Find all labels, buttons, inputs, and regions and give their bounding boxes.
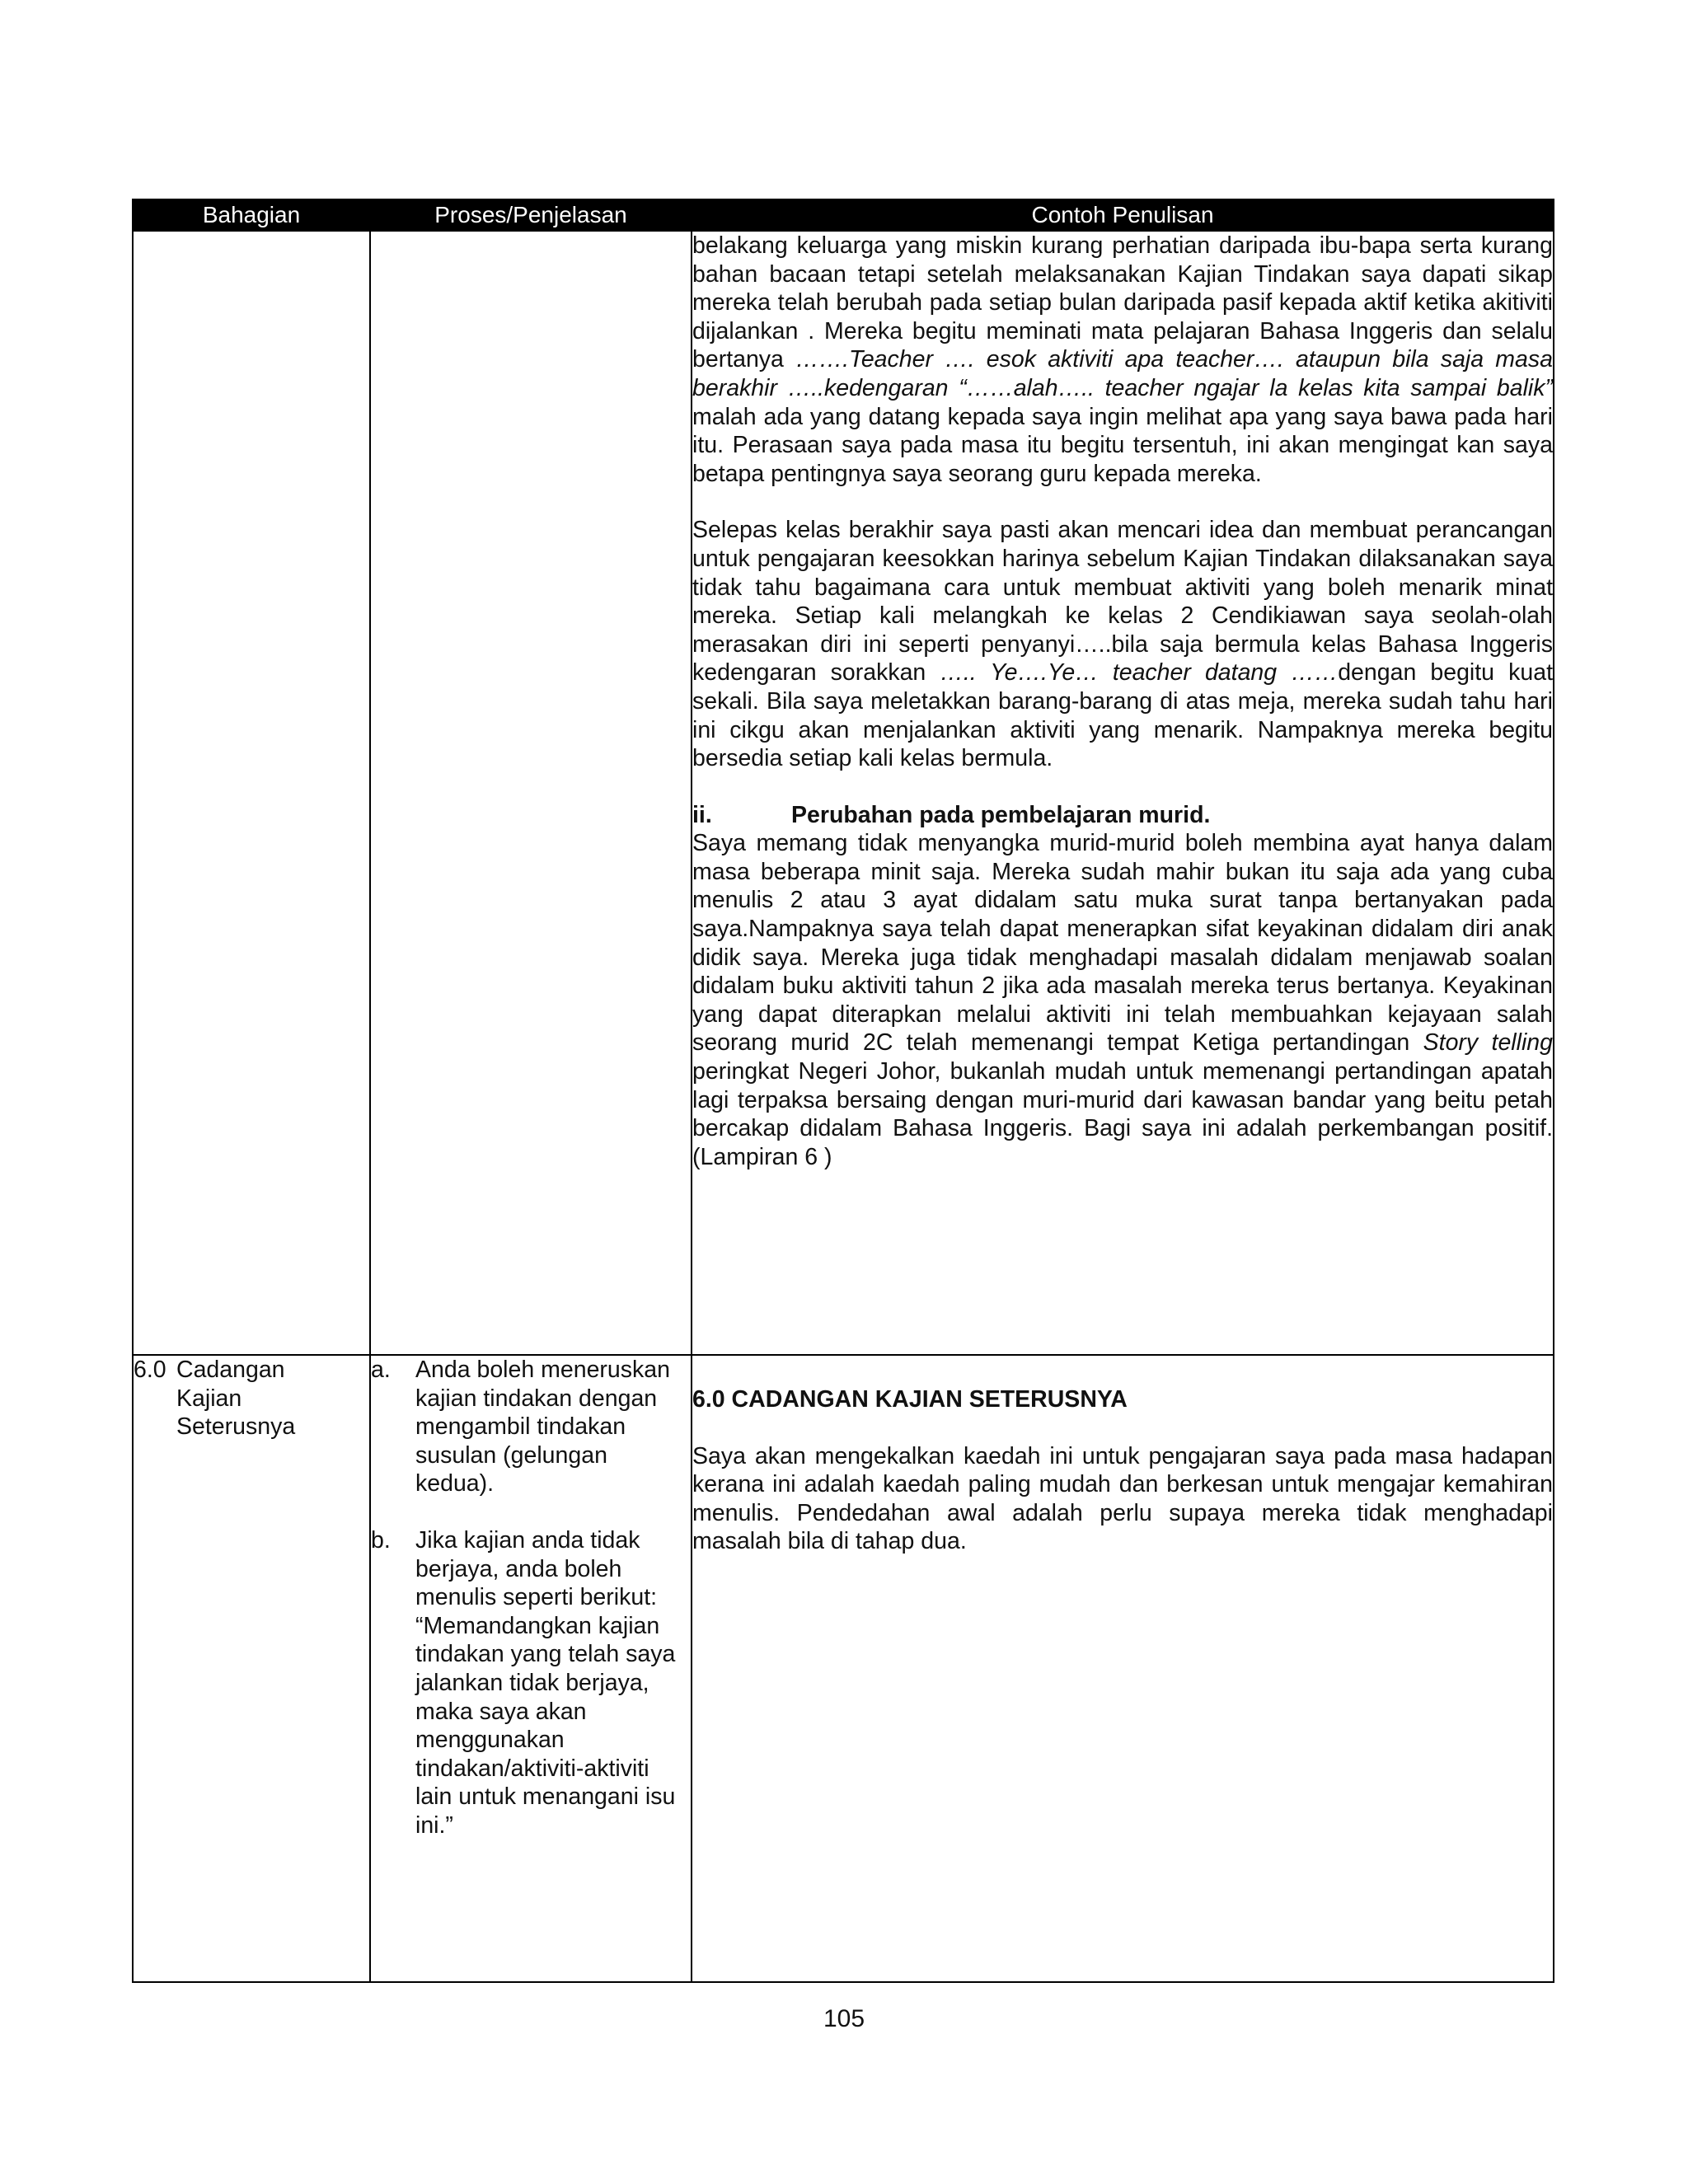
section-heading: 6.0 CADANGAN KAJIAN SETERUSNYA — [692, 1386, 1128, 1413]
header-contoh: Contoh Penulisan — [692, 199, 1554, 231]
cell-bahagian-empty — [133, 231, 370, 1355]
table-row — [133, 1355, 1554, 1982]
paragraph: belakang keluarga yang miskin kurang perhatian daripada ibu-bapa serta kurang bahan bacaan tetapi setelah melaksanakan Kajian Tindakan saya dapati sikap mereka telah berubah pada setiap bulan daripada pasif kepada aktif ketika akitiviti dijalankan . Mereka begitu meminati mata pelajaran Bahasa Inggeris dan selalu bertanya …….Teacher …. esok aktiviti apa teacher…. ataupun bila saja masa berakhir …..kedengaran “……alah….. teacher ngajar la kelas kita sampai balik” malah ada yang datang kepada saya ingin melihat apa yang saya bawa pada hari itu. Perasaan saya pada masa itu begitu tersentuh, ini akan mengingat kan saya betapa pentingnya saya seorang guru kepada mereka. — [692, 232, 1553, 487]
cell-bahagian — [133, 1355, 370, 1982]
paragraph: Selepas kelas berakhir saya pasti akan mencari idea dan membuat perancangan untuk pengajaran keesokkan harinya sebelum Kajian Tindakan dilaksanakan saya tidak tahu bagaimana cara untuk membuat aktiviti yang boleh menarik minat mereka. Setiap kali melangkah ke kelas 2 Cendikiawan saya seolah-olah merasakan diri ini seperti penyanyi…..bila saja bermula kelas Bahasa Inggeris kedengaran sorakkan ….. Ye….Ye… teacher datang ……dengan begitu kuat sekali. Bila saya meletakkan barang-barang di atas meja, mereka sudah tahu hari ini cikgu akan menjalankan aktiviti yang menarik. Nampaknya mereka begitu bersedia setiap kali kelas bermula. — [692, 517, 1553, 772]
table-row — [133, 231, 1554, 1355]
paragraph: Saya akan mengekalkan kaedah ini untuk pengajaran saya pada masa hadapan kerana ini adalah kaedah paling mudah dan berkesan untuk mengajar kemahiran menulis. Pendedahan awal adalah perlu supaya mereka tidak menghadapi masalah bila di tahap dua. — [692, 1442, 1553, 1555]
cell-contoh — [692, 1355, 1554, 1982]
header-row — [133, 199, 1554, 231]
cell-proses — [370, 1355, 692, 1982]
header-bahagian: Bahagian — [133, 199, 370, 231]
cell-contoh-text — [692, 231, 1554, 1355]
list-item: a. Anda boleh meneruskan kajian tindakan dengan mengambil tindakan susulan (gelungan kedua). — [371, 1357, 670, 1497]
main-table — [132, 199, 1554, 1983]
header-proses: Proses/Penjelasan — [370, 199, 692, 231]
cell-proses-empty — [370, 231, 692, 1355]
subheading: ii. Perubahan pada pembelajaran murid. — [692, 801, 1211, 828]
paragraph: Saya memang tidak menyangka murid-murid boleh membina ayat hanya dalam masa beberapa minit saja. Mereka sudah mahir bukan itu saja ada yang cuba menulis 2 atau 3 ayat didalam satu muka surat tanpa bertanyakan pada saya.Nampaknya saya telah dapat menerapkan sifat keyakinan didalam diri anak didik saya. Mereka juga tidak menghadapi masalah didalam menjawab soalan didalam buku aktiviti tahun 2 jika ada masalah mereka terus bertanya. Keyakinan yang dapat diterapkan melalui aktiviti ini telah membuahkan kejayaan salah seorang murid 2C telah memenangi tempat Ketiga pertandingan Story telling peringkat Negeri Johor, bukanlah mudah untuk memenangi pertandingan apatah lagi terpaksa bersaing dengan muri-murid dari kawasan bandar yang beitu petah bercakap didalam Bahasa Inggeris. Bagi saya ini adalah perkembangan positif. (Lampiran 6 ) — [692, 830, 1553, 1170]
page-number: 105 — [823, 2005, 865, 2032]
list-item: b. Jika kajian anda tidak berjaya, anda boleh menulis seperti berikut: “Memandangkan kajian tindakan yang telah saya jalankan tidak berjaya, maka saya akan menggunakan tindakan/aktiviti-aktiviti lain untuk menangani isu ini.” — [371, 1526, 676, 1839]
section-name: Cadangan Kajian Seterusnya — [176, 1357, 296, 1441]
section-number: 6.0 — [134, 1357, 166, 1383]
